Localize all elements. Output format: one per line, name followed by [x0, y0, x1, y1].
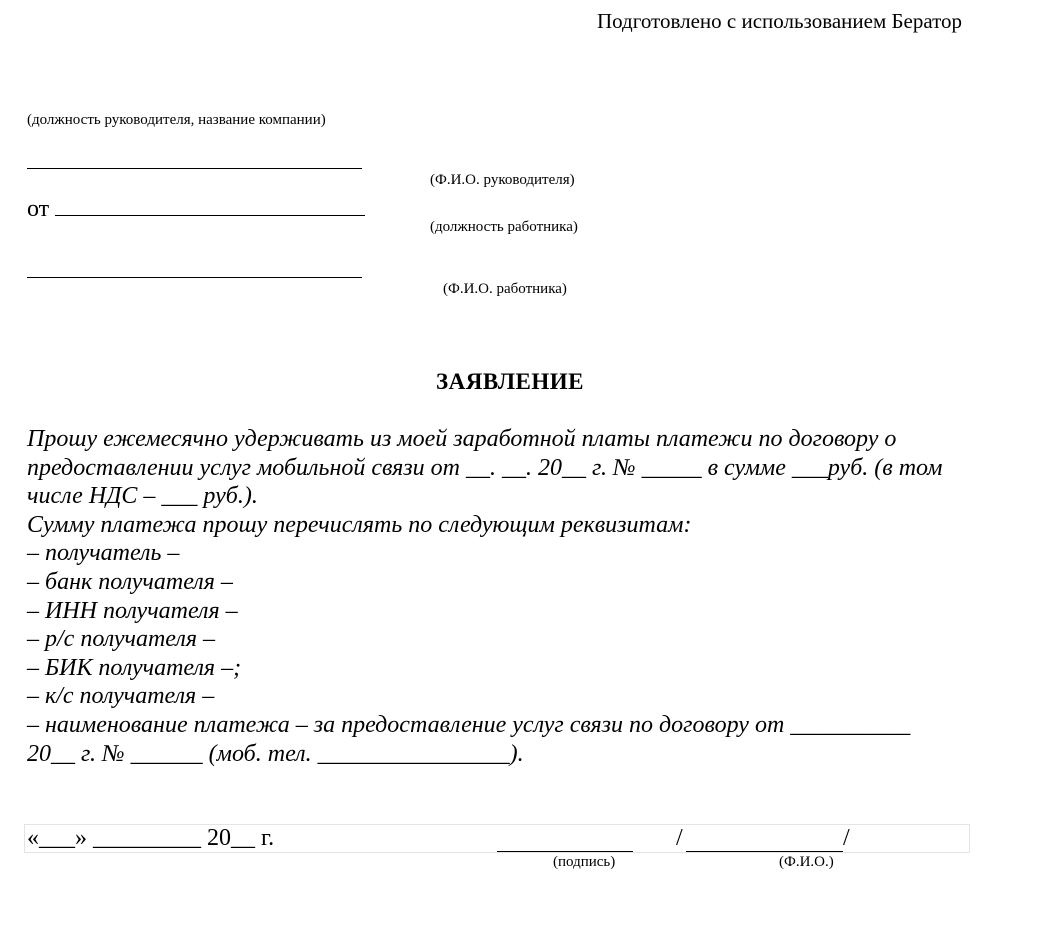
caption-employee-position: (должность работника) [430, 219, 578, 235]
blank-line-employee-position [55, 193, 365, 216]
requisite-inn: – ИНН получателя – [27, 597, 238, 624]
body-line: 20__ г. № ______ (моб. тел. ________________). [27, 740, 524, 767]
signature-line [497, 851, 633, 852]
blank-line-employee-name [27, 277, 362, 278]
body-line: предоставлении услуг мобильной связи от __. __. 20__ г. № _____ в сумме ___руб. (в том [27, 454, 943, 481]
fio-slash-left: / [676, 825, 683, 851]
blank-line-head-name [27, 168, 362, 169]
prepared-note: Подготовлено с использованием Бератор [597, 9, 963, 33]
caption-employee-fio: (Ф.И.О. работника) [443, 281, 567, 297]
caption-fio: (Ф.И.О.) [779, 854, 834, 870]
requisite-account: – р/с получателя – [27, 626, 215, 653]
caption-head-fio: (Ф.И.О. руководителя) [430, 172, 575, 188]
body-line: Сумму платежа прошу перечислять по следующим реквизитам: [27, 511, 692, 538]
requisite-corr-account: – к/с получателя – [27, 683, 215, 710]
from-row [27, 193, 365, 223]
statement-body [27, 425, 1017, 768]
date-field: «___» _________ 20__ г. [27, 825, 275, 851]
requisite-bank: – банк получателя – [27, 568, 233, 595]
requisite-payment-name: – наименование платежа – за предоставление услуг связи по договору от __________ [27, 711, 911, 738]
caption-signature: (подпись) [553, 854, 616, 870]
body-line: числе НДС – ___ руб.). [27, 483, 258, 510]
fio-line [686, 851, 843, 852]
document-title: ЗАЯВЛЕНИЕ [436, 369, 584, 394]
from-label: от [27, 196, 50, 222]
caption-position-company: (должность руководителя, название компании) [27, 112, 326, 128]
requisite-recipient: – получатель – [27, 540, 180, 567]
body-line: Прошу ежемесячно удерживать из моей заработной платы платежи по договору о [27, 426, 897, 452]
fio-slash-right: / [843, 825, 850, 851]
requisite-bik: – БИК получателя –; [27, 654, 242, 681]
